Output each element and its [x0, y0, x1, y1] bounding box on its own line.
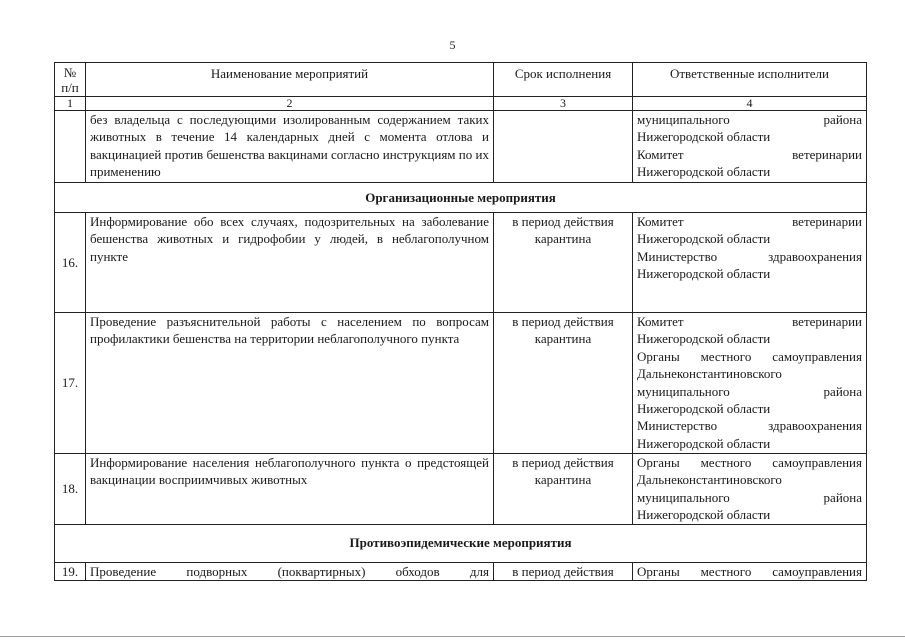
- table-row: [55, 111, 867, 183]
- measure-term: в период действия: [494, 562, 633, 580]
- measure-name: Проведение разъяснительной работы с населением по вопросам профилактики бешенства на территории неблагополучного пункта: [86, 313, 494, 454]
- measure-executors: [633, 313, 867, 454]
- measure-term: в период действия карантина: [494, 454, 633, 525]
- measure-executors: Органы местного самоуправления: [633, 562, 867, 580]
- measure-executors: [633, 454, 867, 525]
- column-index: 2: [86, 97, 494, 111]
- measure-name: Информирование населения неблагополучного пункта о предстоящей вакцинации восприимчивых животных: [86, 454, 494, 525]
- table-row: [55, 213, 867, 313]
- measure-name: Проведение подворных (поквартирных) обходов для: [86, 562, 494, 580]
- measure-executors: [633, 213, 867, 313]
- header-name: Наименование мероприятий: [86, 63, 494, 97]
- section-row: [55, 183, 867, 213]
- page-number: 5: [449, 38, 456, 52]
- executor-line: Нижегородской области: [637, 435, 771, 451]
- executor-line: муниципального района: [637, 489, 862, 505]
- measure-executors: [633, 111, 867, 183]
- page-bottom-divider: [0, 636, 905, 637]
- row-number: 18.: [55, 454, 86, 525]
- row-number: [55, 111, 86, 183]
- column-index-row: [55, 97, 867, 111]
- executor-line: Нижегородской области: [637, 164, 771, 180]
- executor-line: Нижегородской области: [637, 129, 771, 145]
- measure-term: в период действия карантина: [494, 213, 633, 313]
- header-exec: Ответственные исполнители: [633, 63, 867, 97]
- column-index: 1: [55, 97, 86, 111]
- table-row: [55, 454, 867, 525]
- executor-line: Нижегородской области: [637, 231, 771, 247]
- executor-line: Органы местного самоуправления: [637, 455, 862, 470]
- executor-line: Нижегородской области: [637, 331, 771, 347]
- executor-line: Министерство здравоохранения: [637, 248, 862, 264]
- executor-line: Министерство здравоохранения: [637, 418, 862, 434]
- header-term: Срок исполнения: [494, 63, 633, 97]
- executor-line: Комитет ветеринарии: [637, 314, 862, 329]
- executor-line: Нижегородской области: [637, 401, 771, 417]
- executor-line: Нижегородской области: [637, 266, 771, 282]
- executor-line: Органы местного самоуправления: [637, 348, 862, 364]
- measure-name: Информирование обо всех случаях, подозрительных на заболевание бешенства животных и гидрофобии у людей, в неблагополучном пункте: [86, 213, 494, 313]
- executor-line: муниципального района: [637, 112, 862, 127]
- executor-line: муниципального района: [637, 383, 862, 399]
- table-row: [55, 313, 867, 454]
- measure-name: без владельца с последующими изолированным содержанием таких животных в течение 14 календарных дней с момента отлова и вакцинацией против бешенства вакцинами согласно инструкциям по их применению: [86, 111, 494, 183]
- executor-line: Комитет ветеринарии: [637, 146, 862, 162]
- measure-term: [494, 111, 633, 183]
- section-title: Организационные мероприятия: [55, 183, 867, 213]
- row-number: 19.: [55, 562, 86, 580]
- executor-line: Дальнеконстантиновского: [637, 366, 782, 382]
- table-header-row: [55, 63, 867, 97]
- section-title: Противоэпидемические мероприятия: [55, 524, 867, 562]
- table-row: [55, 562, 867, 580]
- row-number: 16.: [55, 213, 86, 313]
- executor-line: Комитет ветеринарии: [637, 214, 862, 229]
- column-index: 4: [633, 97, 867, 111]
- section-row: [55, 524, 867, 562]
- column-index: 3: [494, 97, 633, 111]
- executor-line: Нижегородской области: [637, 507, 771, 523]
- measures-table: [54, 62, 867, 581]
- measure-term: в период действия карантина: [494, 313, 633, 454]
- header-num: № п/п: [55, 63, 86, 97]
- executor-line: Дальнеконстантиновского: [637, 472, 782, 488]
- row-number: 17.: [55, 313, 86, 454]
